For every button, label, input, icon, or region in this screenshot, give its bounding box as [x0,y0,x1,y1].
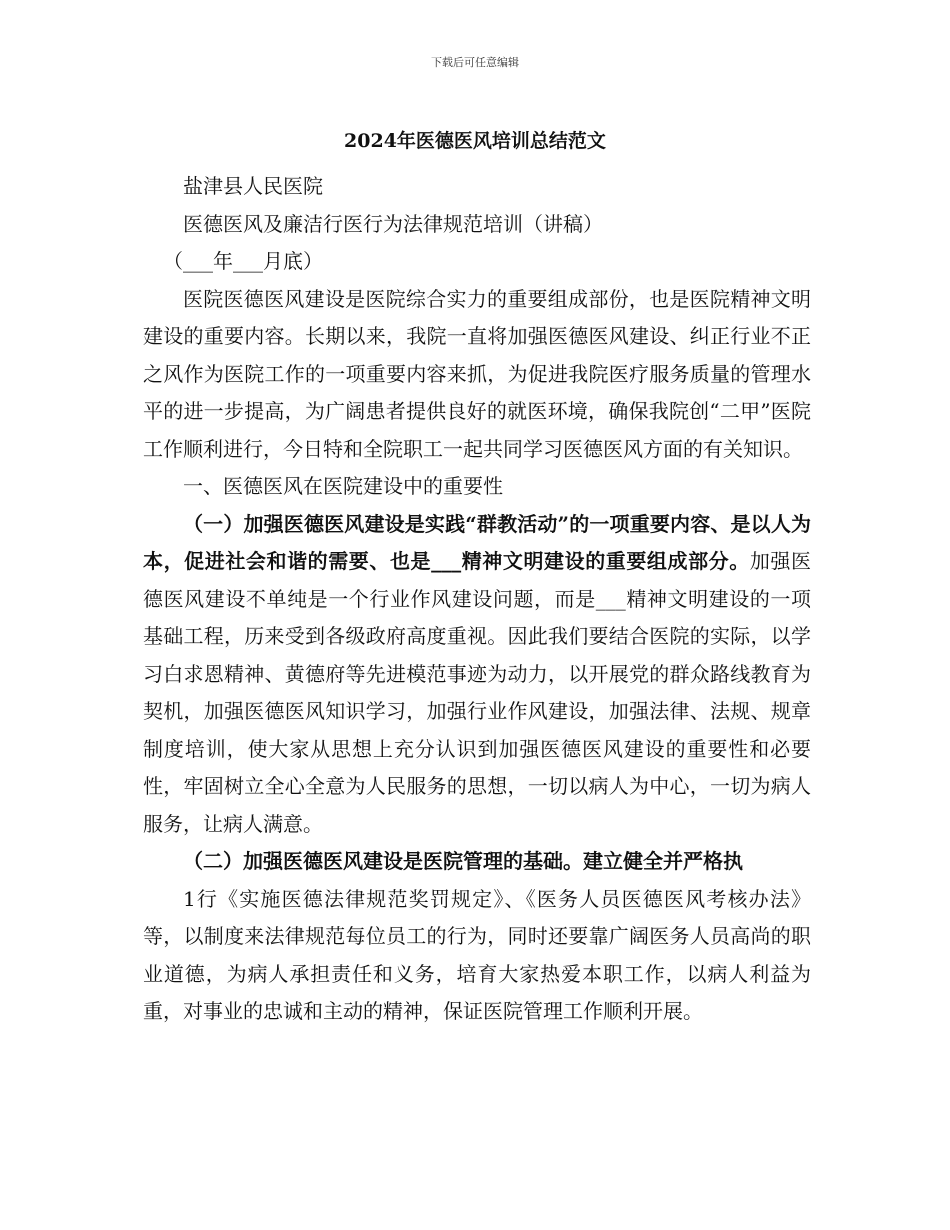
subsection-2-paragraph: 1行《实施医德法律规范奖罚规定》、《医务人员医德医风考核办法》等，以制度来法律规范每位员工的行为，同时还要靠广阔医务人员高尚的职业道德，为病人承担责任和义务，培育大家热爱本职工作，以病人利益为重，对事业的忠诚和主动的精神，保证医院管理工作顺利开展。 [143,886,811,1023]
document-title: 2024年医德医风培训总结范文 [344,130,606,152]
organization-line: 盐津县人民医院 [183,174,323,198]
intro-paragraph: 医院医德医风建设是医院综合实力的重要组成部份，也是医院精神文明建设的重要内容。长期以来，我院一直将加强医德医风建设、纠正行业不正之风作为医院工作的一项重要内容来抓，为促进我院医疗服务质量的管理水平的进一步提高，为广阔患者提供良好的就医环境，确保我院创“二甲”医院工作顺利进行，今日特和全院职工一起共同学习医德医风方面的有关知识。 [143,286,811,461]
subsection-1-text: 加强医德医风建设不单纯是一个行业作风建设问题，而是___精神文明建设的一项基础工程，历来受到各级政府高度重视。因此我们要结合医院的实际，以学习白求恩精神、黄德府等先进模范事迹为动力，以开展党的群众路线教育为契机，加强医德医风知识学习，加强行业作风建设，加强法律、法规、规章制度培训，使大家从思想上充分认识到加强医德医风建设的重要性和必要性，牢固树立全心全意为人民服务的思想，一切以病人为中心，一切为病人服务，让病人满意。 [143,549,812,836]
date-line: （___年___月底） [163,249,323,273]
subsection-1-paragraph [143,506,811,844]
document-body [143,168,811,1031]
header-note: 下载后可任意编辑 [431,56,519,69]
subsection-1-heading: （一）加强医德医风建设是实践“群教活动”的一项重要内容、是以人为本，促进社会和谐的需要、也是___精神文明建设的重要组成部分。 [143,511,811,573]
section-heading-1: 一、医德医风在医院建设中的重要性 [183,474,503,498]
subsection-2-heading: （二）加强医德医风建设是医院管理的基础。建立健全并严格执 [183,849,743,873]
subtitle-line: 医德医风及廉洁行医行为法律规范培训（讲稿） [183,211,603,236]
